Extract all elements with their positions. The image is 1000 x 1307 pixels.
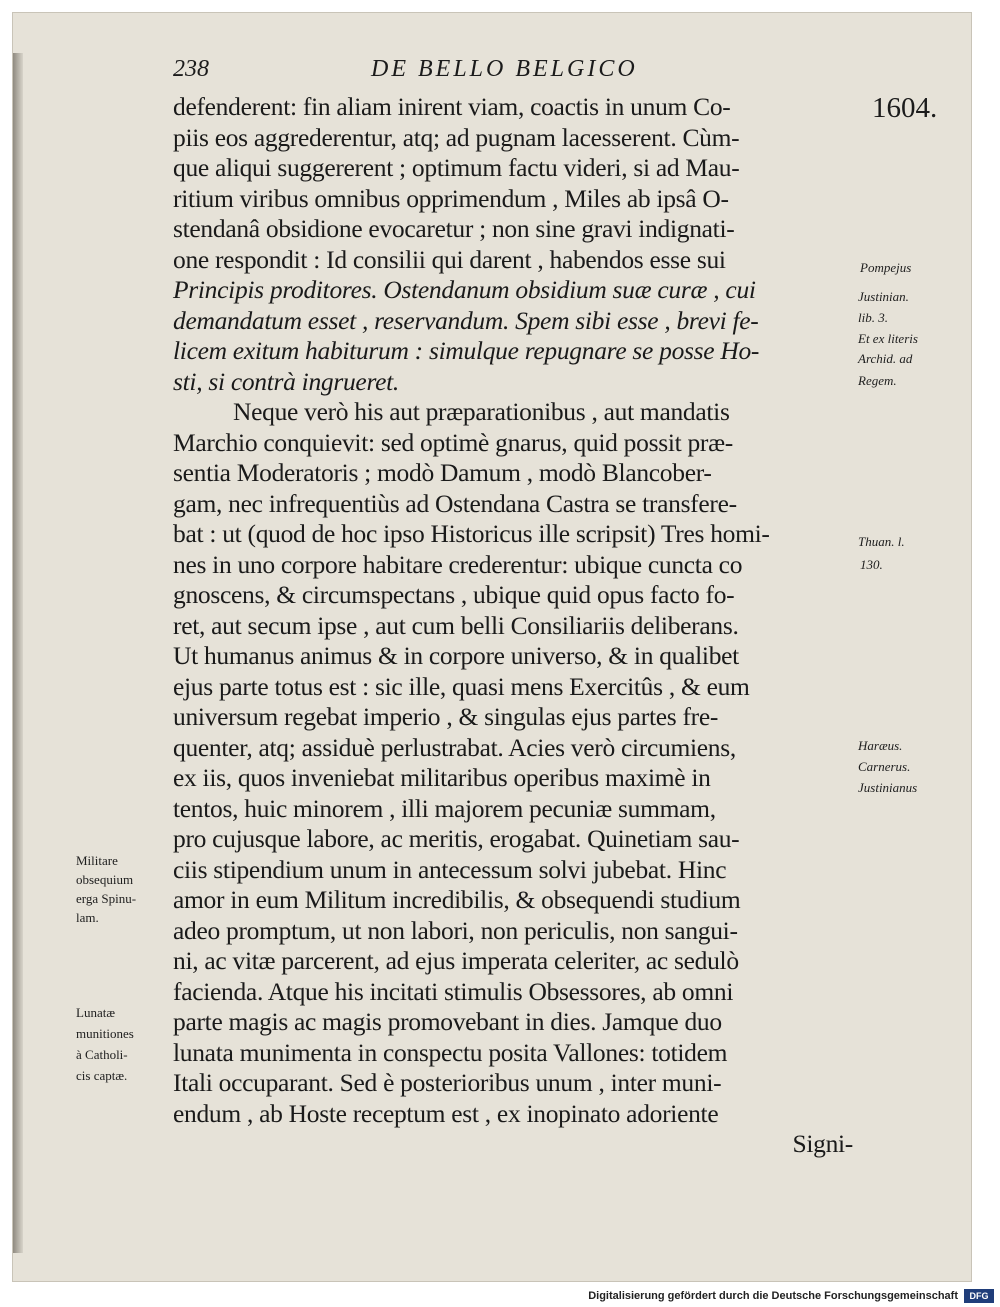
margin-note-lunatae: à Catholi- (76, 1047, 128, 1062)
text-line: lunata munimenta in conspectu posita Vallones: totidem (173, 1037, 728, 1067)
text-line: ciis stipendium unum in antecessum solvi jubebat. Hinc (173, 854, 727, 884)
text-line: Ut humanus animus & in corpore universo, & in qualibet (173, 641, 739, 670)
margin-note-archid: Archid. ad (858, 351, 913, 366)
digitization-credit: Digitalisierung gefördert durch die Deutsche Forschungsgemeinschaft (588, 1290, 958, 1302)
text-line: facienda. Atque his incitati stimulis Obsessores, ab omni (173, 976, 734, 1006)
margin-note-militare: obsequium (76, 872, 134, 887)
text-line: gnoscens, & circumspectans , ubique quid opus facto fo- (173, 580, 735, 609)
year-marker: 1604. (872, 92, 938, 124)
text-line: bat : ut (quod de hoc ipso Historicus ille scripsit) Tres homi- (173, 519, 770, 548)
running-header (173, 56, 873, 84)
text-line: one respondit : Id consilii qui darent , habendos esse sui (173, 244, 726, 274)
text-line: gam, nec infrequentiùs ad Ostendana Castra se transfere- (173, 488, 737, 518)
margin-note-lunatae: Lunatæ (76, 1005, 115, 1020)
text-line: defenderent: fin aliam inirent viam, coactis in unum Co- (173, 92, 731, 121)
text-line: adeo promptum, ut non labori, non periculis, non sangui- (173, 915, 738, 945)
text-line: quenter, atq; assiduè perlustrabat. Acies verò circumiens, (173, 732, 736, 762)
margin-note-carnerus: Carnerus. (858, 759, 911, 774)
text-line: ejus parte totus est : sic ille, quasi mens Exercitûs , & eum (173, 671, 750, 701)
catchword: Signi- (792, 1129, 853, 1158)
text-line: stendanâ obsidione evocaretur ; non sine gravi indignati- (173, 214, 735, 243)
margin-note-pompejus: Pompejus (860, 260, 912, 275)
margin-note-lib: lib. 3. (858, 310, 888, 325)
text-line: amor in eum Militum incredibilis, & obsequendi studium (173, 885, 741, 914)
running-title: DE BELLO BELGICO (371, 56, 638, 82)
text-line: sti, si contrà ingrueret. (173, 366, 400, 396)
text-line: demandatum esset , reservandum. Spem sibi esse , brevi fe- (173, 305, 759, 335)
text-line: licem exitum habiturum : simulque repugnare se posse Ho- (173, 336, 760, 365)
text-line: nes in uno corpore habitare crederentur: ubique cuncta co (173, 549, 743, 579)
margin-note-et-ex-literis: Et ex literis (858, 331, 918, 346)
text-line: tentos, huic minorem , illi majorem pecuniæ summam, (173, 793, 716, 823)
text-line: endum , ab Hoste receptum est , ex inopinato adoriente (173, 1098, 719, 1128)
margin-note-regem: Regem. (858, 373, 897, 388)
margin-note-thuan: Thuan. l. (858, 534, 905, 549)
margin-note-militare: erga Spinu- (76, 891, 137, 906)
margin-note-militare: Militare (76, 853, 118, 868)
main-text (173, 92, 853, 1160)
text-line: Principis proditores. Ostendanum obsidium suæ curæ , cui (173, 275, 756, 304)
page-number: 238 (173, 56, 209, 82)
text-line: Neque verò his aut præparationibus , aut mandatis (233, 397, 730, 426)
text-line: parte magis ac magis promovebant in dies. Jamque duo (173, 1007, 722, 1036)
margin-note-lunatae: cis captæ. (76, 1068, 128, 1083)
dfg-logo: DFG (964, 1289, 994, 1303)
text-line: sentia Moderatoris ; modò Damum , modò Blancober- (173, 458, 712, 487)
margin-note-haraeus: Haræus. (858, 738, 903, 753)
text-line: universum regebat imperio , & singulas ejus partes fre- (173, 702, 719, 731)
text-line: Itali occuparant. Sed è posterioribus unum , inter muni- (173, 1068, 722, 1097)
text-line: ex iis, quos inveniebat militaribus operibus maximè in (173, 763, 711, 792)
text-line: Marchio conquievit: sed optimè gnarus, quid possit præ- (173, 427, 734, 457)
margin-note-justinianus: Justinianus (858, 780, 918, 795)
page-binding-shadow (13, 53, 23, 1253)
margin-note-militare: lam. (76, 910, 99, 925)
text-line: piis eos aggrederentur, atq; ad pugnam lacesserent. Cùm- (173, 122, 740, 152)
text-line: que aliqui suggererent ; optimum factu videri, si ad Mau- (173, 153, 740, 182)
margin-note-justinian: Justinian. (858, 289, 909, 304)
text-line: ret, aut secum ipse , aut cum belli Consiliariis deliberans. (173, 610, 739, 640)
text-line: ni, ac vitæ parcerent, ad ejus imperata celeriter, ac sedulò (173, 946, 739, 975)
margin-note-lunatae: munitiones (76, 1026, 134, 1041)
margin-note-thuan-number: 130. (860, 557, 883, 572)
text-line: pro cujusque labore, ac meritis, erogabat. Quinetiam sau- (173, 824, 740, 853)
text-line: ritium viribus omnibus opprimendum , Miles ab ipsâ O- (173, 183, 729, 213)
